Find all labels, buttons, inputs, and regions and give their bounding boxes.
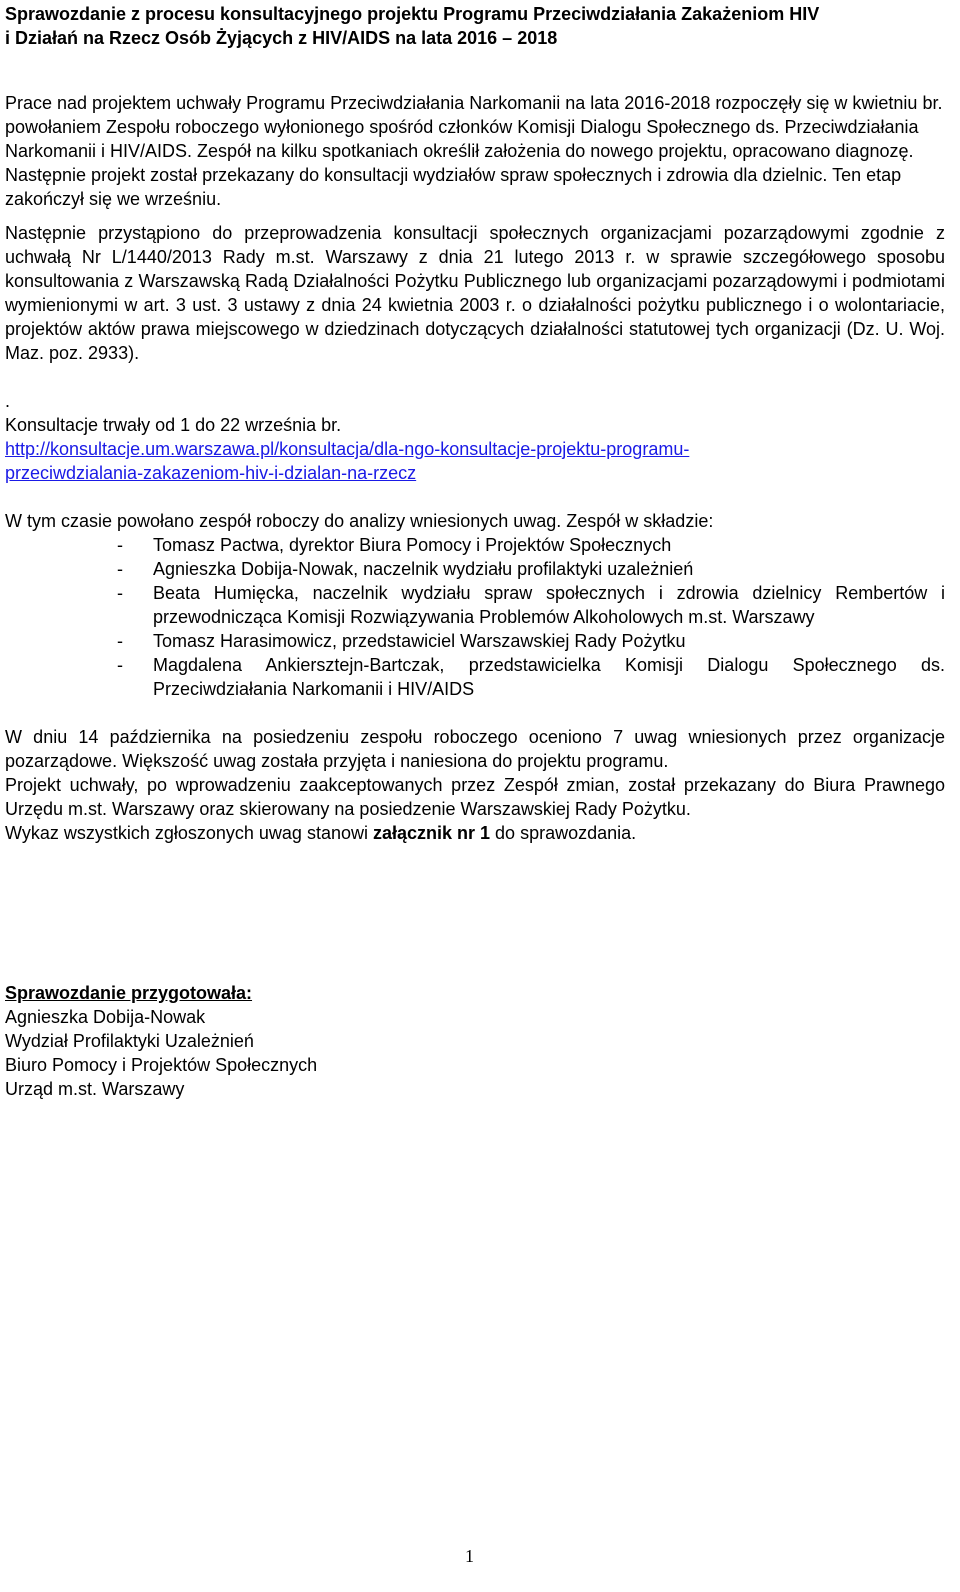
team-member-text: Tomasz Harasimowicz, przedstawiciel Warszawskiej Rady Pożytku bbox=[153, 631, 686, 651]
attachment-text-before: Wykaz wszystkich zgłoszonych uwag stanowi bbox=[5, 823, 373, 843]
team-member bbox=[5, 533, 945, 557]
report-title-line-2: i Działań na Rzecz Osób Żyjących z HIV/AIDS na lata 2016 – 2018 bbox=[5, 28, 558, 48]
signature-office: Biuro Pomocy i Projektów Społecznych bbox=[5, 1055, 318, 1075]
paragraph-consultations: Następnie przystąpiono do przeprowadzenia konsultacji społecznych organizacjami pozarządowymi zgodnie z uchwałą Nr L/1440/2013 Rady m.st. Warszawy z dnia 21 lutego 2013 r. w sprawie szczegółowego sposobu konsultowania z Warszawską Radą Działalności Pożytku Publicznego lub organizacjami pozarządowymi i podmiotami wymienionymi w art. 3 ust. 3 ustawy z dnia 24 kwietnia 2003 r. o działalności pożytku publicznego i o wolontariacie, projektów aktów prawa miejscowego w dziedzinach dotyczących działalności statutowej tych organizacji (Dz. U. Woj. Maz. poz. 2933). bbox=[5, 223, 945, 363]
report-title-line-1: Sprawozdanie z procesu konsultacyjnego projektu Programu Przeciwdziałania Zakażeniom HIV bbox=[5, 4, 820, 24]
team-member bbox=[5, 653, 945, 701]
team-member bbox=[5, 581, 945, 629]
page-number: 1 bbox=[465, 1546, 474, 1566]
paragraph-forwarded: Projekt uchwały, po wprowadzeniu zaakceptowanych przez Zespół zmian, został przekazany do Biura Prawnego Urzędu m.st. Warszawy oraz skierowany na posiedzenie Warszawskiej Rady Pożytku. bbox=[5, 775, 945, 819]
team-member-text: Beata Humięcka, naczelnik wydziału spraw społecznych i zdrowia dzielnicy Rembertów i przewodnicząca Komisji Rozwiązywania Problemów Alkoholowych m.st. Warszawy bbox=[153, 583, 945, 627]
list-dash: - bbox=[117, 655, 123, 675]
team-member-text: Agnieszka Dobija-Nowak, naczelnik wydziału profilaktyki uzależnień bbox=[153, 559, 694, 579]
document-page bbox=[5, 0, 945, 1101]
signature-department: Wydział Profilaktyki Uzależnień bbox=[5, 1031, 254, 1051]
list-dash: - bbox=[117, 535, 123, 555]
team-member-text: Tomasz Pactwa, dyrektor Biura Pomocy i Projektów Społecznych bbox=[153, 535, 672, 555]
paragraph-project-start: Prace nad projektem uchwały Programu Przeciwdziałania Narkomanii na lata 2016-2018 rozpoczęły się w kwietniu br. powołaniem Zespołu roboczego wyłonionego spośród członków Komisji Dialogu Społecznego ds. Przeciwdziałania Narkomanii i HIV/AIDS. Zespół na kilku spotkaniach określił założenia do nowego projektu, opracowano diagnozę. Następnie projekt został przekazany do konsultacji wydziałów spraw społecznych i zdrowia dla dzielnic. Ten etap zakończył się we wrześniu. bbox=[5, 93, 943, 209]
paragraph-attachment bbox=[5, 821, 945, 845]
list-dash: - bbox=[117, 583, 123, 603]
team-list bbox=[5, 533, 945, 701]
paragraph-review: W dniu 14 października na posiedzeniu zespołu roboczego oceniono 7 uwag wniesionych przez organizacje pozarządowe. Większość uwag została przyjęta i naniesiona do projektu programu. bbox=[5, 727, 945, 771]
stray-period: . bbox=[5, 391, 11, 411]
team-member bbox=[5, 557, 945, 581]
consultation-link-line-2[interactable]: przeciwdzialania-zakazeniom-hiv-i-dzialan-na-rzecz bbox=[5, 463, 417, 483]
team-member-text: Magdalena Ankiersztejn-Bartczak, przedstawicielka Komisji Dialogu Społecznego ds. Przeciwdziałania Narkomanii i HIV/AIDS bbox=[153, 655, 945, 699]
team-member bbox=[5, 629, 945, 653]
consultation-dates: Konsultacje trwały od 1 do 22 września br. bbox=[5, 415, 342, 435]
list-dash: - bbox=[117, 559, 123, 579]
report-title bbox=[5, 0, 945, 50]
attachment-reference: załącznik nr 1 bbox=[372, 823, 491, 843]
signature-heading: Sprawozdanie przygotowała: bbox=[5, 983, 253, 1003]
team-intro: W tym czasie powołano zespół roboczy do analizy wniesionych uwag. Zespół w składzie: bbox=[5, 511, 714, 531]
consultation-link-line-1[interactable]: http://konsultacje.um.warszawa.pl/konsultacja/dla-ngo-konsultacje-projektu-programu- bbox=[5, 439, 690, 459]
list-dash: - bbox=[117, 631, 123, 651]
signature-institution: Urząd m.st. Warszawy bbox=[5, 1079, 185, 1099]
signature-name: Agnieszka Dobija-Nowak bbox=[5, 1007, 206, 1027]
consultation-link[interactable] bbox=[5, 437, 945, 485]
attachment-text-after: do sprawozdania. bbox=[490, 823, 637, 843]
paragraph-results bbox=[5, 725, 945, 845]
